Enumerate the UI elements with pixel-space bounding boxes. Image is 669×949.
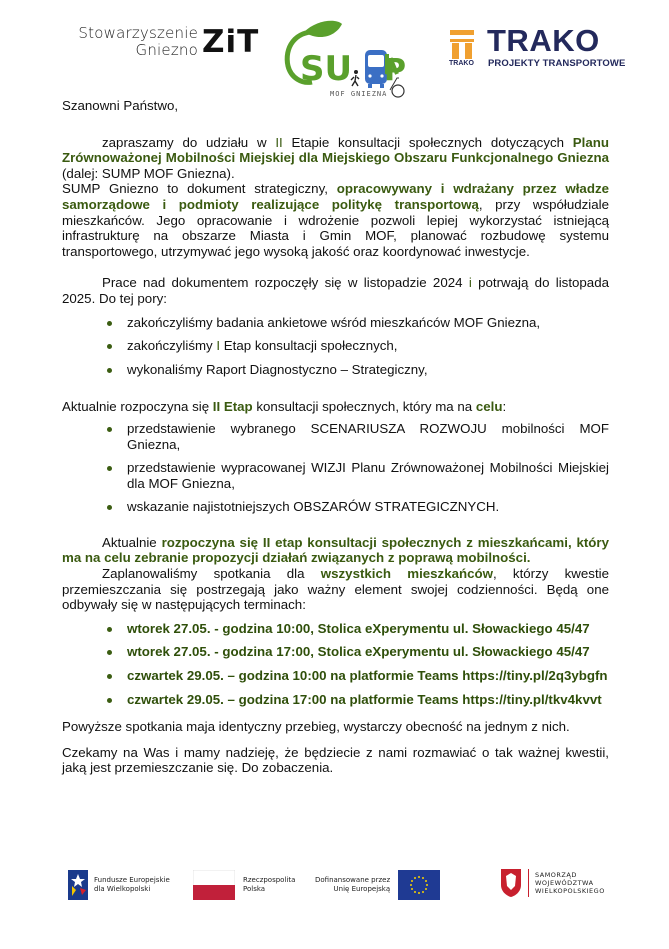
text: , którzy kwestie przemieszczania się postrzegają jako ważny element swojej codzienności. Będą one odbywały się w następujących terminach: <box>62 566 609 613</box>
completed-steps-list <box>62 315 609 378</box>
text: , przy współudziale mieszkańców. Jego opracowanie i wdrożenie pozwoli lepiej wykorzystać istniejącą infrastrukturę na obszarze Miasta i Gmin MOF, planować rozbudowę systemu transportowego, utrzymywać jego wysoką jakość oraz koordynować inwestycje. <box>62 196 609 259</box>
zit-logo: ZiT <box>202 24 260 60</box>
closing-paragraph: Czekamy na Was i mamy nadzieję, że będziecie z nami rozmawiać o tak ważnej kwestii, jaką jest przemieszczanie się. Do zobaczenia. <box>62 744 609 776</box>
sump-logo-icon <box>280 18 430 100</box>
teams-link-text[interactable]: czwartek 29.05. – godzina 10:00 na platformie Teams https://tiny.pl/2q3ybgfn <box>127 668 608 684</box>
text: Etapie konsultacji społecznych dotyczących <box>282 134 573 150</box>
same-agenda-note: Powyższe spotkania maja identyczny przebieg, wystarczy obecność na jednym z nich. <box>62 719 570 735</box>
polish-flag-icon <box>193 870 235 900</box>
text: II <box>275 134 283 150</box>
text: zakończyliśmy badania ankietowe wśród mieszkańców MOF Gniezna, <box>127 314 541 330</box>
text: dla Wielkopolski <box>94 885 151 893</box>
text: : <box>502 399 507 415</box>
teams-link-text[interactable]: czwartek 29.05. – godzina 17:00 na platformie Teams https://tiny.pl/tkv4kvvt <box>127 691 602 707</box>
text: Zaplanowaliśmy spotkania dla <box>102 566 321 582</box>
highlight: II Etap <box>212 399 253 415</box>
plan-name-highlight: Planu Zrównoważonej Mobilności Miejskiej dla Miejskiego Obszaru Funkcjonalnego Gniezna <box>62 134 609 166</box>
meeting-item[interactable] <box>62 692 609 708</box>
salutation: Szanowni Państwo, <box>62 98 179 113</box>
meetings-intro-paragraph <box>62 566 609 613</box>
samorzad-wojewodztwa-logo <box>500 868 605 898</box>
logo-line-2: Gniezno <box>135 41 198 59</box>
logo-line-1: Stowarzyszenie <box>78 24 198 42</box>
list-item <box>62 460 609 491</box>
text: wtorek 27.05. - godzina 17:00, Stolica eXperymentu ul. Słowackiego 45/47 <box>127 644 590 660</box>
text: i <box>468 275 472 291</box>
text: konsultacji społecznych, który ma na <box>252 399 476 415</box>
sump-mof-gniezna-logo <box>280 18 430 100</box>
text: Polska <box>243 885 266 893</box>
text: zakończyliśmy <box>127 338 217 354</box>
highlight: wszystkich mieszkańców <box>320 566 493 582</box>
text: Fundusze Europejskie <box>94 876 170 884</box>
rzeczpospolita-polska-logo <box>193 870 295 900</box>
list-item <box>62 315 609 331</box>
goals-list <box>62 421 609 515</box>
stage-two-paragraph <box>62 399 609 415</box>
text: Dofinansowane przez <box>315 876 391 884</box>
eu-cofunded-logo <box>315 870 440 900</box>
text: wtorek 27.05. - godzina 10:00, Stolica eXperymentu ul. Słowackiego 45/47 <box>127 620 590 636</box>
trako-subtitle: PROJEKTY TRANSPORTOWE <box>488 58 626 69</box>
svg-text:SU: SU <box>300 49 353 89</box>
text: Etap konsultacji społecznych, <box>220 338 398 354</box>
fe-flag-icon <box>68 870 88 900</box>
highlight: rozpoczyna się II etap konsultacji społecznych z mieszkańcami, który ma na celu zebranie propozycji działań związanych z poprawą mobilności. <box>62 534 609 566</box>
text: SUMP Gniezno to dokument strategiczny, <box>62 181 337 197</box>
fundusze-europejskie-logo <box>68 870 170 900</box>
stowarzyszenie-gniezno-logo-text <box>68 25 198 59</box>
meeting-item[interactable] <box>62 668 609 684</box>
text: Aktualnie <box>102 534 162 550</box>
text: WOJEWÓDZTWA <box>535 879 594 887</box>
trako-logo <box>450 30 472 58</box>
text: SAMORZĄD <box>535 871 577 879</box>
bullet-icon <box>107 427 112 432</box>
bullet-icon <box>107 368 112 373</box>
bullet-icon <box>107 466 112 471</box>
text: przedstawienie wypracowanej WIZJI Planu Zrównoważonej Mobilności Miejskiej dla MOF Gniezna, <box>127 460 609 491</box>
svg-text:MOF GNIEZNA: MOF GNIEZNA <box>330 90 388 98</box>
eu-flag-icon <box>398 870 440 900</box>
trako-wordmark: TRAKO <box>487 23 600 58</box>
meeting-item <box>62 621 609 637</box>
bullet-icon <box>107 674 112 679</box>
svg-text:P: P <box>384 53 406 88</box>
list-item <box>62 499 609 515</box>
text: (dalej: SUMP MOF Gniezna). <box>62 165 235 181</box>
trako-mark-icon <box>450 30 474 60</box>
funding-logos-bar <box>0 862 669 912</box>
sump-description-paragraph <box>62 181 609 259</box>
list-item <box>62 362 609 378</box>
text: wskazanie najistotniejszych OBSZARÓW STRATEGICZNYCH. <box>127 499 500 515</box>
meetings-list <box>62 621 609 707</box>
text: I <box>216 338 221 354</box>
intro-paragraph <box>62 135 609 182</box>
letter-body <box>62 98 609 776</box>
bullet-icon <box>107 698 112 703</box>
bullet-icon <box>107 650 112 655</box>
text: WIELKOPOLSKIEGO <box>535 887 605 895</box>
text: potrwają do listopada 2025. Do tej pory: <box>62 275 609 306</box>
list-item <box>62 421 609 452</box>
text: Rzeczpospolita <box>243 876 296 884</box>
text: wykonaliśmy Raport Diagnostyczno – Strategiczny, <box>127 361 428 377</box>
divider <box>528 869 529 897</box>
text: zapraszamy do udziału w <box>102 134 276 150</box>
list-item <box>62 338 609 354</box>
highlight: opracowywany i wdrażany przez władze samorządowe i podmioty realizujące politykę transportową <box>62 181 609 212</box>
bullet-icon <box>107 321 112 326</box>
bullet-icon <box>107 627 112 632</box>
timeline-paragraph <box>62 275 609 306</box>
text: przedstawienie wybranego SCENARIUSZA ROZWOJU mobilności MOF Gniezna, <box>127 420 609 452</box>
bullet-icon <box>107 344 112 349</box>
bullet-icon <box>107 505 112 510</box>
meeting-item <box>62 644 609 660</box>
trako-small-label: TRAKO <box>449 60 474 67</box>
text: Unię Europejską <box>333 885 391 893</box>
wielkopolska-coat-of-arms-icon <box>500 868 522 898</box>
text: Prace nad dokumentem rozpoczęły się w listopadzie 2024 <box>102 275 469 291</box>
consultation-paragraph <box>62 535 609 566</box>
highlight: celu <box>475 399 503 415</box>
text: Aktualnie rozpoczyna się <box>62 399 213 415</box>
